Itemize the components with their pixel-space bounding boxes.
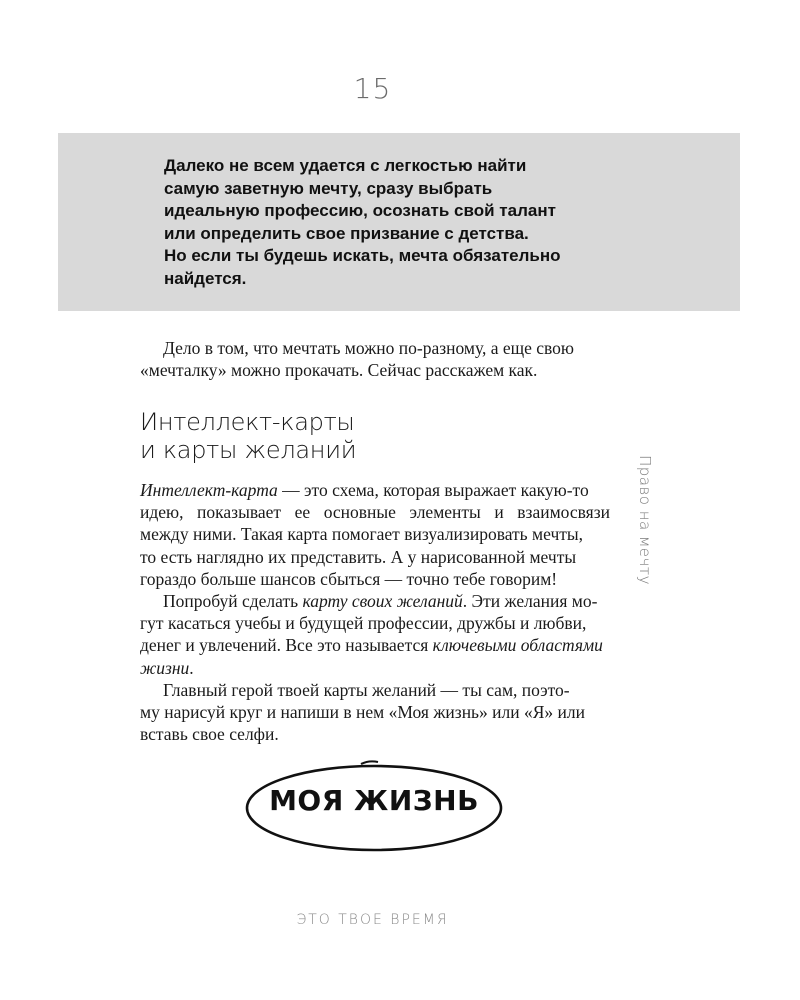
body-fragment: . [189, 657, 194, 678]
page-number: 15 [353, 72, 392, 105]
body-line: Главный герой твоей карты желаний — ты сам, поэто- [163, 679, 570, 700]
body-fragment: — это схема, которая выражает какую-то [277, 480, 589, 500]
callout-line: Но если ты будешь искать, мечта обязательно [164, 246, 561, 266]
body-line: гут касаться учебы и будущей профессии, дружбы и любви, [140, 613, 587, 634]
body-italic: ключевыми областями [432, 635, 603, 656]
section-heading [140, 408, 356, 464]
my-life-ellipse [243, 758, 505, 854]
body-fragment: денег и увлечений. Все это называется [140, 635, 433, 656]
term-italic: Интеллект-карта [140, 480, 278, 500]
ellipse-label: МОЯ ЖИЗНЬ [269, 784, 479, 817]
callout-line: или определить свое призвание с детства. [164, 223, 529, 243]
callout-line: Далеко не всем удается с легкостью найти [164, 156, 527, 175]
footer-running-title: ЭТО ТВОЕ ВРЕМЯ [296, 912, 449, 928]
body-text [140, 479, 610, 745]
body-line: между ними. Такая карта помогает визуализировать мечты, [140, 524, 584, 545]
callout-line: самую заветную мечту, сразу выбрать [164, 178, 493, 198]
body-fragment: Попробуй сделать [163, 591, 303, 612]
body-line [140, 634, 610, 656]
section-heading-line: Интеллект-карты [140, 408, 355, 436]
callout-box [58, 133, 740, 311]
intro-line: Дело в том, что мечтать можно по-разному, а еще свою [163, 338, 575, 358]
body-line: то есть наглядно их представить. А у нарисованной мечты [140, 546, 577, 567]
body-line: идею, показывает ее основные элементы и взаимосвязи [140, 502, 610, 523]
section-heading-line: и карты желаний [140, 436, 357, 464]
callout-text [164, 155, 634, 291]
side-chapter-label: Право на мечту [636, 455, 654, 586]
intro-line: «мечталку» можно прокачать. Сейчас расскажем как. [140, 360, 538, 380]
callout-line: идеальную профессию, осознать свой талант [164, 201, 556, 221]
intro-paragraph [140, 337, 610, 381]
body-line: му нарисуй круг и напиши в нем «Моя жизнь» или «Я» или [140, 702, 586, 723]
body-line: вставь свое селфи. [140, 724, 279, 745]
body-fragment: . Эти желания мо- [462, 591, 598, 612]
callout-line: найдется. [164, 268, 247, 288]
body-line [140, 590, 610, 612]
body-line [140, 479, 610, 501]
body-italic: карту своих желаний [302, 591, 463, 612]
body-line [140, 657, 610, 679]
body-line: гораздо больше шансов сбыться — точно тебе говорим! [140, 568, 558, 589]
body-italic: жизни [140, 657, 190, 678]
